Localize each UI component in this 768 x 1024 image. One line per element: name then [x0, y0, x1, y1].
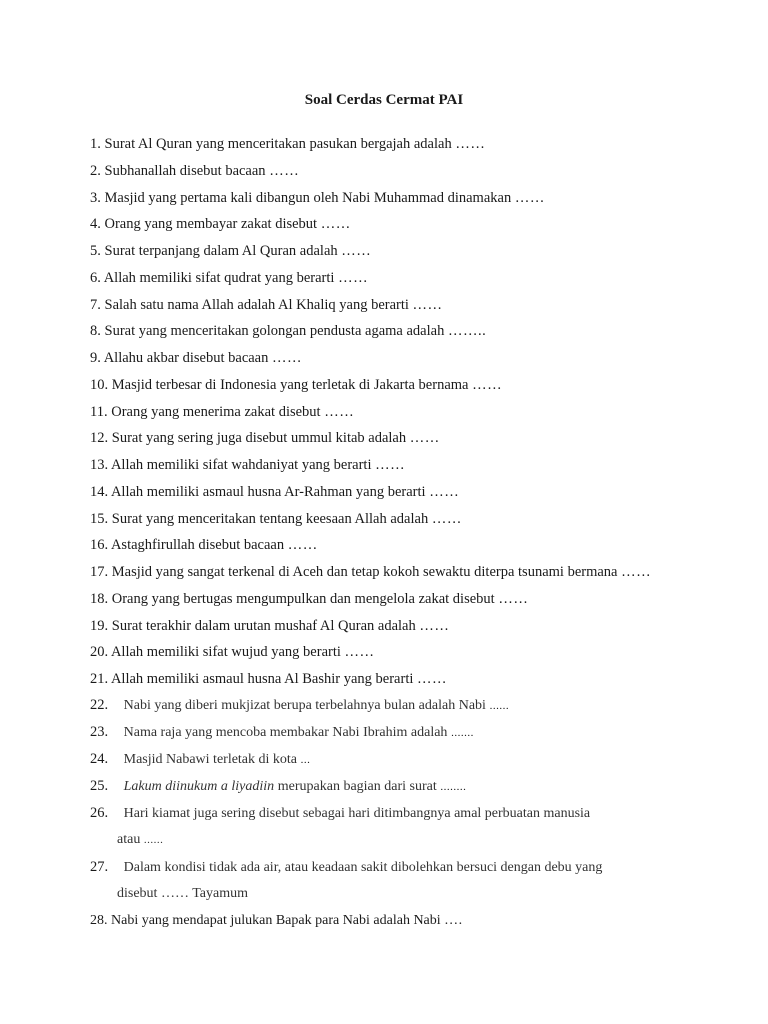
question-8 [90, 321, 730, 341]
question-text: Surat terakhir dalam urutan mushaf Al Quran adalah [111, 617, 416, 634]
answer-blank: …… [412, 296, 443, 313]
question-text-continued: disebut [117, 886, 158, 901]
question-12 [90, 428, 730, 448]
answer-blank: ...... [489, 700, 510, 712]
question-text-continued: atau [117, 832, 141, 847]
question-number: 17. [90, 564, 109, 580]
question-11 [90, 402, 730, 422]
question-25 [90, 776, 730, 797]
question-text: Orang yang membayar zakat disebut [104, 216, 318, 233]
question-number: 20. [90, 644, 109, 661]
question-23 [90, 722, 730, 743]
answer-blank: …… [621, 564, 652, 580]
answer-blank: …. [444, 913, 463, 928]
answer-blank: ........ [440, 781, 467, 793]
answer-blank: …… [431, 510, 462, 527]
question-text: Dalam kondisi tidak ada air, atau keadaan sakit dibolehkan bersuci dengan debu yang [123, 860, 603, 875]
answer-blank: …… [287, 537, 318, 554]
answer-blank: …… [429, 483, 460, 500]
question-18 [90, 589, 730, 609]
answer-blank: …… [272, 350, 302, 366]
answer-blank: …… [498, 590, 529, 607]
question-13 [90, 455, 730, 475]
question-text: Surat Al Quran yang menceritakan pasukan bergajah adalah [104, 136, 452, 152]
question-2 [90, 161, 730, 181]
answer-blank: …… [417, 671, 448, 687]
question-20 [90, 642, 730, 662]
question-number: 16. [90, 537, 109, 554]
question-number: 23. [90, 724, 109, 740]
question-text: Masjid Nabawi terletak di kota [123, 752, 298, 767]
question-7 [90, 295, 730, 315]
question-16 [90, 535, 730, 555]
question-text: Allah memiliki asmaul husna Ar-Rahman yang berarti [110, 483, 426, 500]
question-21 [90, 669, 730, 689]
question-number: 3. [90, 189, 101, 206]
question-text: merupakan bagian dari surat [277, 779, 437, 794]
question-number: 6. [90, 269, 101, 286]
question-number: 5. [90, 243, 101, 259]
question-number: 7. [90, 296, 101, 313]
question-text: Surat yang menceritakan golongan pendusta agama adalah [104, 323, 445, 340]
question-number: 21. [90, 671, 109, 687]
question-text: Surat yang sering juga disebut ummul kitab adalah [111, 430, 407, 447]
question-text: Nabi yang diberi mukjizat berupa terbelahnya bulan adalah Nabi [123, 698, 486, 713]
question-number: 25. [90, 778, 109, 794]
question-number: 8. [90, 323, 101, 340]
question-text: Orang yang menerima zakat disebut [111, 403, 321, 420]
question-text: Salah satu nama Allah adalah Al Khaliq yang berarti [104, 296, 409, 313]
question-17 [90, 562, 730, 582]
question-3 [90, 188, 730, 208]
answer-blank: …… [320, 216, 351, 233]
question-number: 24. [90, 751, 109, 767]
question-22 [90, 695, 730, 716]
question-6 [90, 268, 730, 288]
question-text: Allah memiliki asmaul husna Al Bashir yang berarti [110, 671, 414, 687]
answer-blank: ...... [143, 834, 164, 846]
answer-blank: …… [338, 269, 369, 286]
question-text: Allah memiliki sifat wahdaniyat yang berarti [110, 457, 372, 473]
answer-blank: …… [472, 376, 503, 393]
question-text: Allahu akbar disebut bacaan [103, 350, 269, 366]
question-number: 1. [90, 136, 101, 152]
answer-blank: …… [344, 644, 375, 661]
question-text: Hari kiamat juga sering disebut sebagai hari ditimbangnya amal perbuatan manusia [123, 806, 591, 821]
question-number: 14. [90, 483, 109, 500]
question-number: 27. [90, 859, 109, 875]
question-text: Nabi yang mendapat julukan Bapak para Nabi adalah Nabi [111, 913, 441, 928]
answer-blank: …… [419, 617, 450, 634]
question-9 [90, 348, 730, 368]
question-1 [90, 134, 730, 154]
question-number: 12. [90, 430, 109, 447]
answer-blank: …… [514, 189, 545, 206]
question-number: 15. [90, 510, 109, 527]
question-text: Masjid yang sangat terkenal di Aceh dan tetap kokoh sewaktu diterpa tsunami bermana [111, 564, 618, 580]
question-10 [90, 375, 730, 395]
question-text: Masjid yang pertama kali dibangun oleh Nabi Muhammad dinamakan [104, 189, 512, 206]
question-14 [90, 482, 730, 502]
question-15 [90, 509, 730, 529]
question-text: Surat terpanjang dalam Al Quran adalah [104, 243, 338, 259]
answer-blank: …… [375, 457, 406, 473]
question-text: Allah memiliki sifat wujud yang berarti [110, 644, 341, 661]
question-number: 4. [90, 216, 101, 233]
question-19 [90, 616, 730, 636]
question-text: Surat yang menceritakan tentang keesaan Allah adalah [111, 510, 429, 527]
answer-blank: …… [160, 886, 189, 901]
question-text: Masjid terbesar di Indonesia yang terletak di Jakarta bernama [111, 376, 469, 393]
question-text: Orang yang bertugas mengumpulkan dan mengelola zakat disebut [111, 590, 495, 607]
question-27 [90, 857, 730, 878]
question-text: Astaghfirullah disebut bacaan [110, 537, 285, 554]
answer-blank: ....... [451, 727, 474, 739]
question-number: 13. [90, 457, 109, 473]
question-number: 10. [90, 376, 109, 393]
question-text: Nama raja yang mencoba membakar Nabi Ibrahim adalah [123, 725, 448, 740]
question-26 [90, 803, 730, 824]
question-number: 18. [90, 590, 109, 607]
answer-blank: …… [455, 136, 486, 152]
question-number: 19. [90, 617, 109, 634]
answer-blank: …… [269, 162, 300, 179]
question-28 [90, 911, 730, 931]
question-number: 28. [90, 913, 108, 928]
question-5 [90, 241, 730, 261]
answer-blank: …… [341, 243, 372, 259]
question-4 [90, 214, 730, 234]
question-text: Subhanallah disebut bacaan [104, 162, 266, 179]
question-24 [90, 749, 730, 770]
answer-blank: …… [409, 430, 440, 447]
question-italic-phrase: Lakum diinukum a liyadiin [123, 779, 275, 794]
question-number: 22. [90, 697, 109, 713]
answer-blank: …….. [447, 323, 487, 340]
question-number: 2. [90, 162, 101, 179]
question-26-continuation [117, 830, 163, 850]
page-title: Soal Cerdas Cermat PAI [304, 92, 464, 108]
question-text: Allah memiliki sifat qudrat yang berarti [103, 269, 335, 286]
question-27-continuation [117, 884, 248, 904]
question-number: 11. [90, 403, 108, 420]
question-number: 26. [90, 805, 109, 821]
answer-blank: …… [324, 403, 355, 420]
question-number: 9. [90, 350, 101, 366]
answer-blank: ... [300, 754, 311, 766]
answer-text: Tayamum [192, 886, 248, 901]
